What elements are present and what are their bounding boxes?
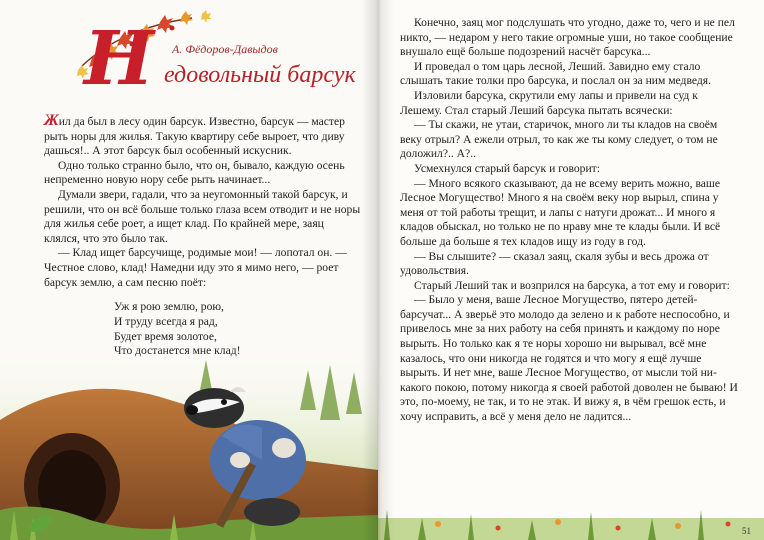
poem-line: Уж я рою землю, рою, bbox=[114, 300, 224, 313]
grass-border bbox=[378, 488, 764, 540]
paragraph: Усмехнулся старый барсук и говорит: bbox=[414, 161, 600, 175]
badger-digging-illustration bbox=[0, 310, 378, 540]
paragraph: — Вы слышите? — сказал заяц, скаля зубы и весь дрожа от удовольствия. bbox=[400, 249, 709, 278]
paragraph: Думали звери, гадали, что за неугомонный такой барсук, и решили, что он всё больше только глаза всем отводит и не норы для жилья себе роет, а ищет клад. По крайней мере, заяц клялся, что это было так. bbox=[44, 187, 361, 245]
author-name: А. Фёдоров-Давыдов bbox=[172, 42, 278, 56]
right-page-text bbox=[400, 16, 738, 425]
title-block bbox=[62, 8, 362, 104]
paragraph: Конечно, заяц мог подслушать что угодно, даже то, чего и не пел никто, — недаром у него такие огромные уши, но такое сообщение внушало ещё больше подозрений насчёт барсука... bbox=[400, 16, 735, 59]
poem-line: И труду всегда я рад, bbox=[114, 314, 218, 328]
paragraph: Старый Леший так и возпрился на барсука, а тот ему и говорит: bbox=[414, 278, 730, 292]
paragraph: Одно только странно было, что он, бывало, каждую осень непременно новую нору себе рыть начинает... bbox=[44, 158, 345, 187]
paragraph: Жил да был в лесу один барсук. Известно, барсук — мастер рыть норы для жилья. Такую квартиру себе выроет, что диву дашься!.. А этот барсук был особенный искусник. bbox=[44, 112, 345, 158]
right-page bbox=[378, 0, 764, 540]
left-page-text bbox=[44, 114, 362, 290]
paragraph: — Много всякого сказывают, да не всему верить можно, ваше Лесное Могущество! Много я на своём веку нор вырыл, спина у меня от той работы трещит, и лапы с натуги дрожат... И много я кладов обыскал, но только не по нраву мне те клады были. И всё больше да больше я тех кладов ищу из году в год. bbox=[400, 176, 721, 248]
paragraph: — Клад ищет барсучище, родимые мои! — лопотал он. — Честное слово, клад! Намедни иду это я мимо него, — роет барсук землю, а сам песню поёт: bbox=[44, 246, 347, 289]
drop-cap: Ж bbox=[44, 112, 59, 129]
paragraph: Изловили барсука, скрутили ему лапы и привели на суд к Лешему. Стал старый Леший барсука пытать всячески: bbox=[400, 88, 698, 117]
paragraph: — Ты скажи, не утаи, старичок, много ли ты кладов на своём веку отрыл? А ежели отрыл, то как же ты кому следует, о том не доложил?.. А?.. bbox=[400, 118, 718, 161]
paragraph: И проведал о том царь лесной, Леший. Завидно ему стало слышать такие толки про барсука, и послал он за ним медведя. bbox=[400, 59, 711, 88]
poem-line: Будет время золотое, bbox=[114, 329, 217, 343]
story-title: едовольный барсук bbox=[164, 62, 356, 88]
left-page bbox=[0, 0, 378, 540]
paragraph: — Было у меня, ваше Лесное Могущество, пятеро детей-барсучат... А зверьё это молодо да зелено и к работе неспособно, и привелось мне за них работу на себя принять и каждому по норе вырыть. Но только как я те норы хорошо ни вырывал, всё мне казалось, что они никогда не годятся и что могу я ещё лучше вырыть. И нет мне, ваше Лесное Могущество, от мысли той никакого покою, потому никогда я своей работой доволен не бываю! И это, по-моему, не так, и то не этак. И вижу я, в чём грешок есть, и хочу исправить, а всё у меня дело не ладится... bbox=[400, 293, 738, 424]
page-number: 51 bbox=[742, 526, 751, 536]
title-initial: Н bbox=[84, 16, 154, 102]
